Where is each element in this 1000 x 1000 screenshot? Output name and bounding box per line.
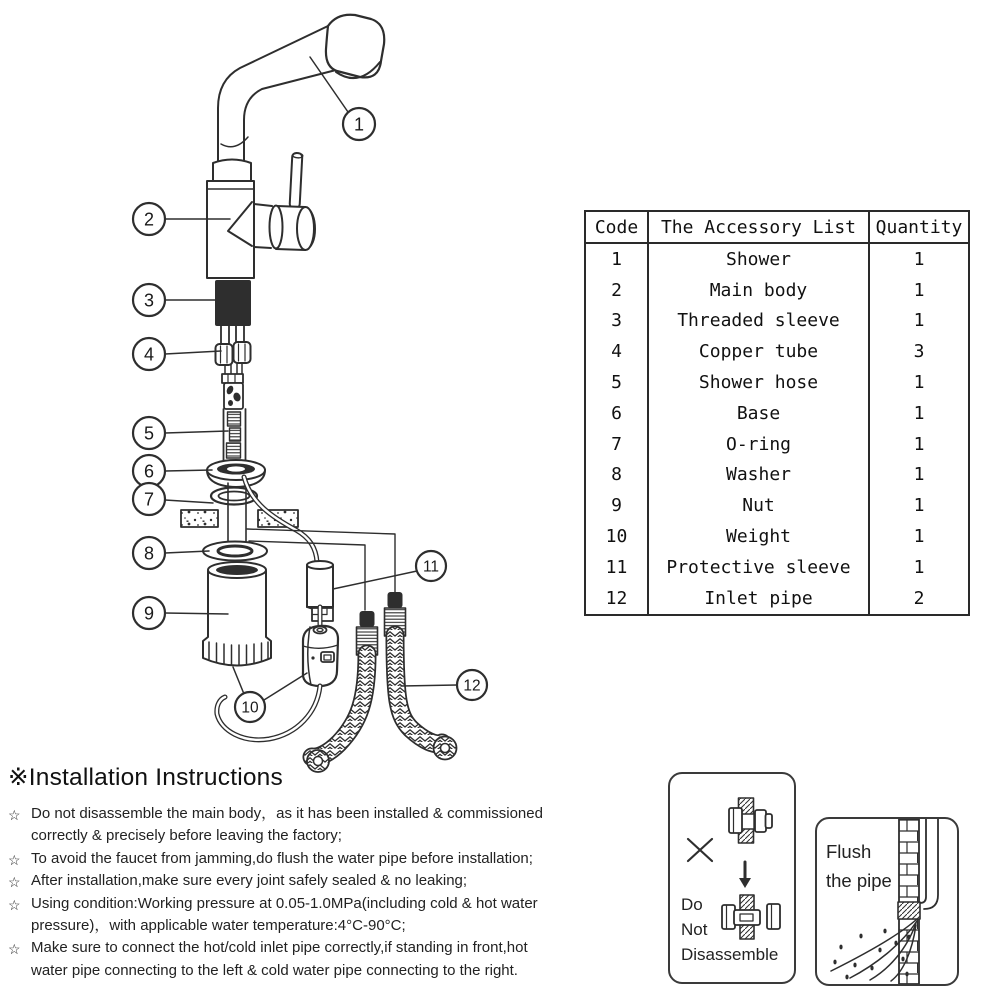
cell-quantity: 2 xyxy=(869,583,969,615)
cell-accessory: Threaded sleeve xyxy=(648,306,869,337)
flush-the-pipe-box xyxy=(815,817,959,986)
cell-quantity: 1 xyxy=(869,490,969,521)
star-icon: ☆ xyxy=(8,807,21,823)
cell-code: 7 xyxy=(611,433,622,455)
hose-end-loop xyxy=(217,686,320,740)
weight xyxy=(303,626,338,686)
cell-code: 9 xyxy=(611,495,622,517)
cell-quantity: 1 xyxy=(869,306,969,337)
cell-accessory: Protective sleeve xyxy=(648,552,869,583)
cell-accessory: Main body xyxy=(648,275,869,306)
callout-7: 7 xyxy=(143,489,155,510)
copper-tubes xyxy=(216,326,251,374)
shower-hose-assembly xyxy=(222,374,246,462)
accessory-list-table xyxy=(584,210,970,616)
table-row xyxy=(585,460,969,491)
cell-quantity: 1 xyxy=(869,398,969,429)
cell-quantity: 1 xyxy=(869,243,969,275)
callout-12: 12 xyxy=(463,677,481,695)
table-row xyxy=(585,583,969,615)
installation-instructions xyxy=(8,762,658,982)
cell-code: 1 xyxy=(611,248,622,270)
callout-9: 9 xyxy=(143,603,155,624)
instruction-text: Make sure to connect the hot/cold inlet pipe correctly,if standing in front,hot xyxy=(31,939,528,957)
cell-code: 4 xyxy=(611,341,622,363)
table-header-accessory: The Accessory List xyxy=(648,211,869,243)
cell-accessory: Weight xyxy=(648,521,869,552)
cell-code: 10 xyxy=(605,526,628,548)
flush-pipe-label xyxy=(826,837,892,895)
label-line: Flush xyxy=(826,841,872,862)
cell-accessory: Shower xyxy=(648,243,869,275)
faucet-exploded-diagram xyxy=(0,0,560,800)
instruction-item xyxy=(8,870,658,892)
table-row xyxy=(585,552,969,583)
star-icon: ☆ xyxy=(8,896,21,913)
do-not-disassemble-box xyxy=(668,772,796,984)
instruction-text: pressure)，with applicable water temperature:4°C-90°C; xyxy=(31,917,406,935)
cell-accessory: Inlet pipe xyxy=(648,583,869,615)
callout-3: 3 xyxy=(143,290,155,311)
callout-5: 5 xyxy=(143,423,155,444)
cell-quantity: 1 xyxy=(869,275,969,306)
down-arrow-icon xyxy=(739,862,751,888)
table-row xyxy=(585,398,969,429)
instruction-item xyxy=(8,803,658,848)
table-header-code: Code xyxy=(585,211,648,243)
table-row xyxy=(585,521,969,552)
instruction-item xyxy=(8,937,658,982)
instruction-text: Do not disassemble the main body，as it has been installed & commissioned xyxy=(31,805,543,822)
cell-quantity: 3 xyxy=(869,336,969,367)
cell-code: 5 xyxy=(611,372,622,394)
instruction-text: To avoid the faucet from jamming,do flush the water pipe before installation; xyxy=(31,849,533,867)
callout-6: 6 xyxy=(143,461,155,482)
table-row xyxy=(585,243,969,275)
instructions-title: Installation Instructions xyxy=(28,764,283,791)
handle xyxy=(254,153,315,250)
cell-quantity: 1 xyxy=(869,552,969,583)
callout-numbers xyxy=(144,115,481,717)
instruction-text: water pipe connecting to the left & cold water pipe connecting to the right. xyxy=(31,961,518,979)
table-row xyxy=(585,336,969,367)
cell-code: 2 xyxy=(611,279,622,301)
star-icon: ☆ xyxy=(8,874,21,891)
callout-2: 2 xyxy=(143,209,155,230)
cell-code: 8 xyxy=(611,464,622,486)
instruction-item xyxy=(8,893,658,938)
table-row xyxy=(585,275,969,306)
callout-8: 8 xyxy=(143,543,155,564)
cross-icon xyxy=(688,839,712,861)
callout-4: 4 xyxy=(143,344,155,365)
cell-quantity: 1 xyxy=(869,460,969,491)
shower-head xyxy=(326,15,384,78)
instruction-text: Using condition:Working pressure at 0.05-1.0MPa(including cold & hot water xyxy=(31,894,538,912)
callout-11: 11 xyxy=(422,558,440,576)
star-icon: ☆ xyxy=(8,941,21,958)
cell-accessory: Nut xyxy=(648,490,869,521)
do-not-disassemble-label xyxy=(681,892,778,967)
instructions-list xyxy=(8,803,658,982)
cell-quantity: 1 xyxy=(869,367,969,398)
cell-code: 11 xyxy=(605,556,628,578)
cell-quantity: 1 xyxy=(869,521,969,552)
cell-accessory: O-ring xyxy=(648,429,869,460)
cell-accessory: Washer xyxy=(648,460,869,491)
label-line: the pipe xyxy=(826,870,892,891)
table-row xyxy=(585,429,969,460)
table-header-row xyxy=(585,211,969,243)
star-icon: ☆ xyxy=(8,851,21,868)
label-line: Not xyxy=(681,920,708,939)
threaded-sleeve xyxy=(215,280,251,326)
instruction-item xyxy=(8,848,658,870)
washer xyxy=(203,542,267,561)
spout-arm xyxy=(218,26,336,163)
label-line: Do xyxy=(681,895,703,914)
instruction-text: correctly & precisely before leaving the factory; xyxy=(31,827,342,845)
cell-accessory: Copper tube xyxy=(648,336,869,367)
cell-code: 6 xyxy=(611,402,622,424)
cell-accessory: Base xyxy=(648,398,869,429)
instructions-title-row xyxy=(8,762,658,792)
table-row xyxy=(585,306,969,337)
table-row xyxy=(585,367,969,398)
handle-lever xyxy=(290,153,303,208)
callout-1: 1 xyxy=(353,114,365,135)
reference-mark-icon: ※ xyxy=(8,764,29,791)
base-flange xyxy=(207,460,265,487)
cell-quantity: 1 xyxy=(869,429,969,460)
cell-accessory: Shower hose xyxy=(648,367,869,398)
label-line: Disassemble xyxy=(681,945,779,964)
instruction-text: After installation,make sure every joint safely sealed & no leaking; xyxy=(31,872,468,890)
callout-10: 10 xyxy=(241,699,259,717)
cell-code: 3 xyxy=(611,310,622,332)
table-row xyxy=(585,490,969,521)
cell-code: 12 xyxy=(605,587,628,609)
table-header-quantity: Quantity xyxy=(869,211,969,243)
assembled-bolt-icon xyxy=(729,798,772,843)
